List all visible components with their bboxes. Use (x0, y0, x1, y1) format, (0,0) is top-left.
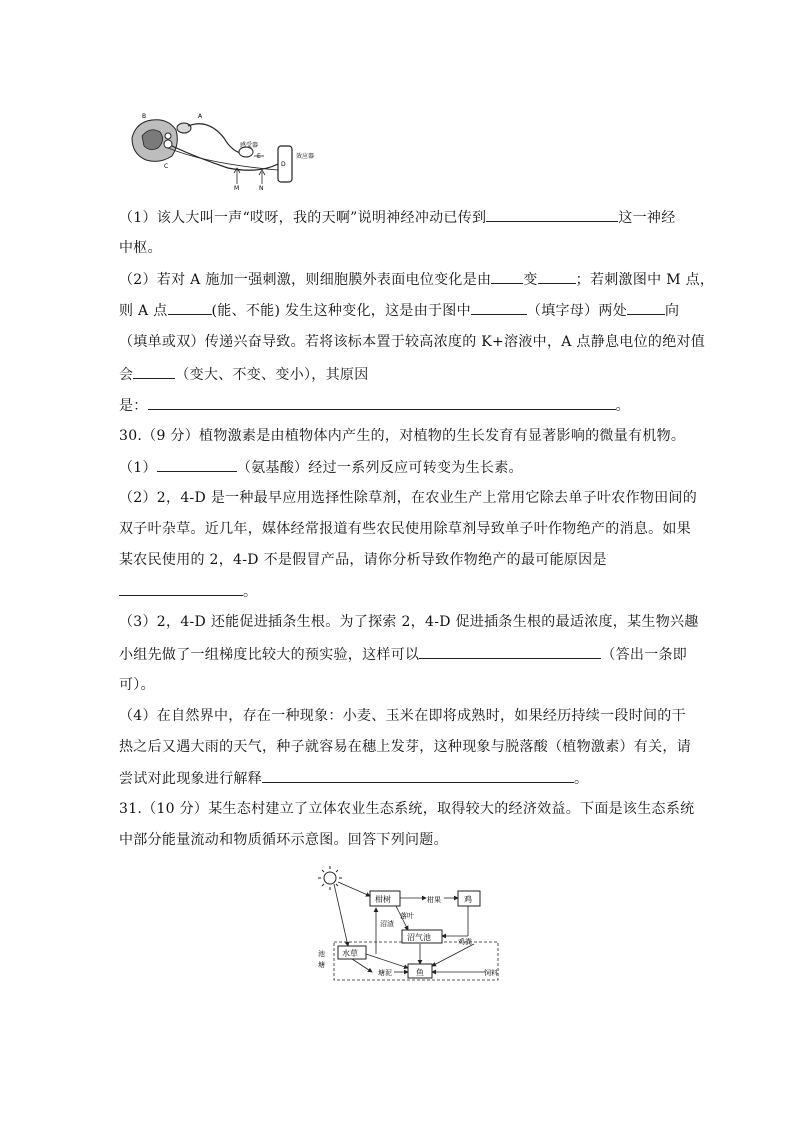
q2-text-h: （填单或双）传递兴奋导致。若将该标本置于较高浓度的 K+溶液中，A 点静息电位的绝对值 (119, 334, 706, 350)
node-shuicao: 水草 (342, 949, 358, 958)
q2-text-c: ；若刺激图中 M 点， (575, 272, 715, 288)
node-guoshu: 柑树 (375, 895, 391, 904)
q2-text-b: 变 (523, 272, 538, 288)
q30-p2-line4 (119, 581, 257, 602)
q1-text-c: 中枢。 (119, 240, 162, 256)
q2-text-k: 是： (119, 398, 148, 414)
q30-p2-line2 (119, 519, 691, 539)
node-ji: 鸡 (464, 895, 472, 904)
q1-text-a: （1）该人大叫一声“哎呀，我的天啊”说明神经冲动已传到 (119, 210, 487, 226)
node-guoshi: 柑果 (427, 896, 441, 904)
q2-line1 (119, 269, 714, 290)
q2-blank-6[interactable] (133, 364, 175, 379)
label-luoye: 落叶 (400, 912, 414, 920)
label-B: B (142, 113, 147, 120)
q1-text-b: 这一神经 (618, 210, 676, 226)
q30-p4-text-3b: 。 (574, 771, 589, 787)
q30-p3-line2 (119, 644, 687, 665)
q2-text-e: (能、不能) 发生这种变化，这是由于图中 (211, 303, 471, 319)
q30-p2-line3 (119, 550, 607, 570)
q31-text-1: 31.（10 分）某生态村建立了立体农业生态系统，取得较大的经济效益。下面是该生态系统 (119, 801, 695, 817)
q2-blank-3[interactable] (168, 300, 212, 315)
q30-p4-text-1: （4）在自然界中，存在一种现象：小麦、玉米在即将成熟时，如果经历持续一段时间的干 (119, 708, 686, 724)
ecosystem-figure (308, 864, 508, 984)
q2-text-g: 向 (665, 303, 680, 319)
q30-p1 (119, 457, 523, 478)
q30-p4-text-2: 热之后又遇大雨的天气，种子就容易在穗上发芽，这种现象与脱落酸（植物激素）有关，请 (119, 739, 691, 755)
q2-line4 (119, 364, 369, 385)
q1-line2 (119, 238, 162, 258)
q2-text-a: （2）若对 A 施加一强刺激，则细胞膜外表面电位变化是由 (119, 272, 492, 288)
q30-p1-text-a: （1） (119, 460, 157, 476)
q2-blank-1[interactable] (491, 269, 523, 284)
q30-p3-text-1: （3）2，4-D 还能促进插条生根。为了探索 2，4-D 促进插条生根的最适浓度，某生物兴趣 (119, 614, 699, 630)
q30-blank-3[interactable] (419, 644, 601, 659)
q30-p3-text-3: 可）。 (119, 677, 155, 693)
q30-p2-text-4: 。 (243, 584, 258, 600)
q30-p2-line1 (119, 488, 697, 508)
label-zhaozha: 沼渣 (380, 920, 394, 928)
q30-blank-2[interactable] (119, 581, 243, 596)
node-yu: 鱼 (416, 968, 424, 977)
q30-p2-text-3: 某农民使用的 2，4-D 不是假冒产品，请你分析导致作物绝产的最可能原因是 (119, 552, 607, 568)
label-C: C (164, 163, 169, 170)
q31-text-2: 中部分能量流动和物质循环示意图。回答下列问题。 (119, 832, 448, 848)
q30-p2-text-1: （2）2，4-D 是一种最早应用选择性除草剂，在农业生产上常用它除去单子叶农作物田间的 (119, 490, 698, 506)
q30-p4-text-3a: 尝试对此现象进行解释 (119, 771, 262, 787)
node-zhaoqichi: 沼气池 (407, 933, 431, 942)
q2-blank-4[interactable] (471, 300, 527, 315)
q2-blank-5[interactable] (627, 300, 665, 315)
q30-title (119, 426, 685, 446)
q2-blank-2[interactable] (538, 269, 576, 284)
q31-line1 (119, 799, 694, 819)
q2-line5 (119, 395, 630, 416)
q30-p3-line1 (119, 612, 699, 632)
q30-title-text: 30.（9 分）植物激素是由植物体内产生的，对植物的生长发育有显著影响的微量有机物。 (119, 428, 686, 444)
q1-line1 (119, 207, 676, 228)
q1-blank[interactable] (486, 207, 618, 222)
label-A: A (198, 113, 203, 120)
q31-line2 (119, 830, 448, 850)
q2-text-l: 。 (615, 398, 630, 414)
q30-p4-line3 (119, 768, 588, 789)
q30-p4-line1 (119, 706, 686, 726)
label-siliao: 饲料 (484, 969, 498, 977)
q2-text-d: 则 A 点 (119, 303, 168, 319)
q30-p2-text-2: 双子叶杂草。近几年，媒体经常报道有些农民使用除草剂导致单子叶作物绝产的消息。如果 (119, 521, 691, 537)
label-M: M (234, 185, 240, 190)
q2-line3 (119, 332, 705, 352)
label-D: D (281, 161, 286, 168)
q2-text-i: 会 (119, 367, 134, 383)
q2-text-j: （变大、不变、变小），其原因 (175, 367, 369, 383)
q30-blank-1[interactable] (157, 457, 237, 472)
q30-p3-text-2a: 小组先做了一组梯度比较大的预实验，这样可以 (119, 647, 420, 663)
label-E: E (257, 153, 261, 160)
q30-p4-line2 (119, 737, 691, 757)
label-N: N (259, 185, 264, 190)
sun-icon (318, 866, 342, 890)
label-jifen: 鸡粪 (458, 938, 472, 946)
q30-p1-text-b: （氨基酸）经过一系列反应可转变为生长素。 (236, 460, 523, 476)
label-effector: 效应器 (296, 153, 315, 160)
q30-blank-4[interactable] (262, 768, 574, 783)
label-chitang-1: 池 (318, 950, 325, 958)
q30-p3-text-2b: （答出一条即 (601, 647, 688, 663)
q2-blank-7[interactable] (148, 395, 616, 410)
label-receptor: 感受器 (240, 142, 259, 149)
q2-text-f: （填字母）两处 (526, 303, 627, 319)
label-tangni: 塘泥 (378, 969, 392, 977)
label-chitang-2: 塘 (318, 961, 325, 969)
q2-line2 (119, 300, 679, 321)
q30-p3-line3 (119, 675, 155, 695)
reflex-arc-figure (128, 108, 318, 190)
